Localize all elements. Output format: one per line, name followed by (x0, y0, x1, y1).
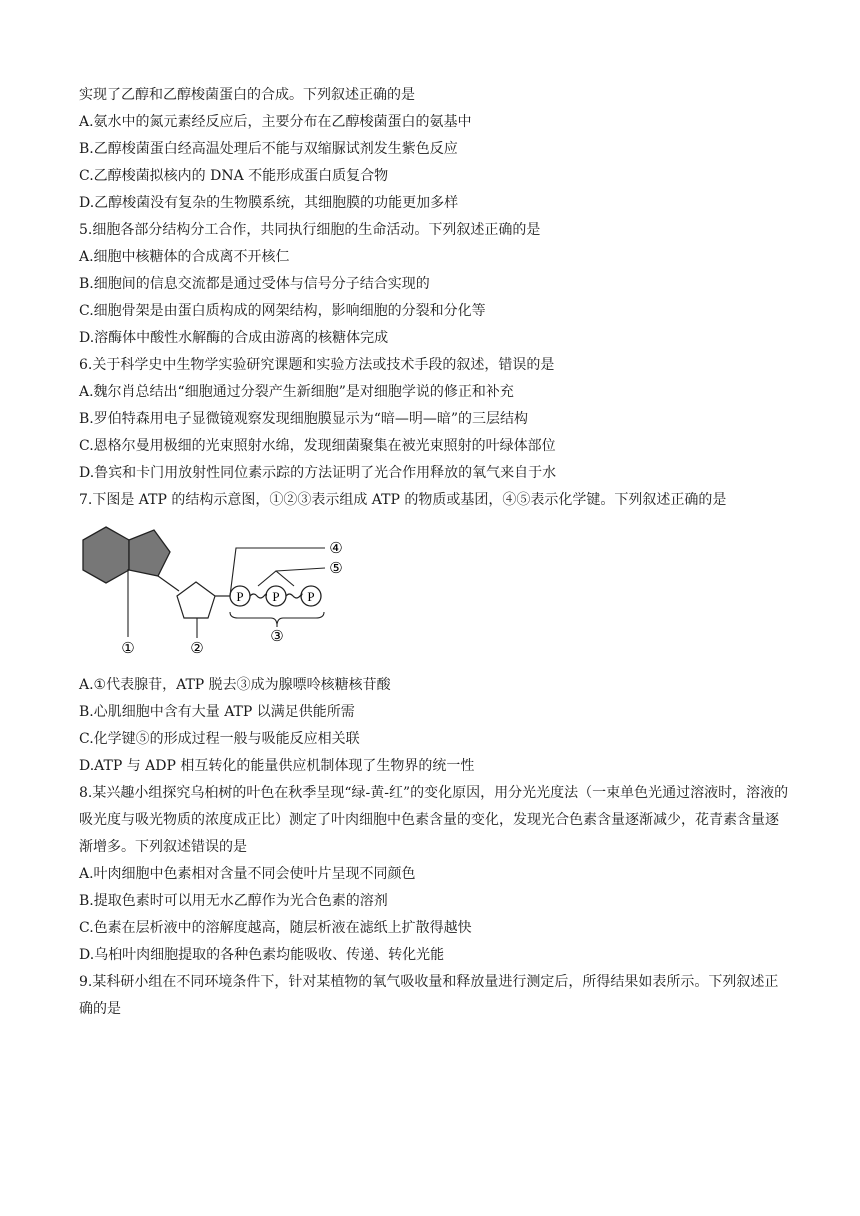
ribose-ring (177, 582, 215, 618)
phosphate-2-label: P (272, 589, 280, 604)
marker-3: ③ (270, 627, 284, 645)
label-5-leader (258, 571, 294, 586)
q6-option-b: B.罗伯特森用电子显微镜观察发现细胞膜显示为“暗—明—暗”的三层结构 (79, 411, 529, 427)
q5-option-c: C.细胞骨架是由蛋白质构成的网架结构，影响细胞的分裂和分化等 (79, 303, 486, 319)
q7-option-a: A.①代表腺苷，ATP 脱去③成为腺嘌呤核糖核苷酸 (79, 677, 391, 693)
adenine-five-ring (129, 530, 170, 576)
q4-option-b: B.乙醇梭菌蛋白经高温处理后不能与双缩脲试剂发生紫色反应 (79, 141, 458, 157)
bond-p2-p3 (286, 594, 302, 598)
atp-structure-diagram (78, 524, 368, 660)
q5-option-d: D.溶酶体中酸性水解酶的合成由游离的核糖体完成 (79, 330, 389, 346)
bond-p1-p2 (250, 594, 266, 598)
adenine-six-ring (83, 527, 129, 583)
q8-stem: 8.某兴趣小组探究乌桕树的叶色在秋季呈现“绿-黄-红”的变化原因，用分光光度法（一束单色光通过溶液时，溶液的吸光度与吸光物质的浓度成正比）测定了叶肉细胞中色素含量的变化，发现光合色素含量逐渐减少，花青素含量逐渐增多。下列叙述错误的是 (79, 785, 789, 855)
q7-option-b: B.心肌细胞中含有大量 ATP 以满足供能所需 (79, 704, 355, 720)
q8-option-b: B.提取色素时可以用无水乙醇作为光合色素的溶剂 (79, 893, 388, 909)
marker-4: ④ (329, 539, 343, 557)
phosphate-1-label: P (236, 589, 244, 604)
q8-option-a: A.叶肉细胞中色素相对含量不同会使叶片呈现不同颜色 (79, 866, 416, 882)
q5-option-a: A.细胞中核糖体的合成离不开核仁 (79, 249, 290, 265)
phosphate-3-label: P (307, 589, 315, 604)
q4-stem-tail: 实现了乙醇和乙醇梭菌蛋白的合成。下列叙述正确的是 (79, 87, 415, 103)
q4-option-c: C.乙醇梭菌拟核内的 DNA 不能形成蛋白质复合物 (79, 168, 389, 184)
q7-stem: 7.下图是 ATP 的结构示意图，①②③表示组成 ATP 的物质或基团，④⑤表示化学键。下列叙述正确的是 (79, 492, 727, 508)
q4-option-d: D.乙醇梭菌没有复杂的生物膜系统，其细胞膜的功能更加多样 (79, 195, 459, 211)
q8-option-d: D.乌桕叶肉细胞提取的各种色素均能吸收、传递、转化光能 (79, 947, 445, 963)
q7-option-c: C.化学键⑤的形成过程一般与吸能反应相关联 (79, 731, 360, 747)
q6-option-d: D.鲁宾和卡门用放射性同位素示踪的方法证明了光合作用释放的氧气来自于水 (79, 465, 557, 481)
marker-1: ① (121, 639, 135, 657)
q9-stem: 9.某科研小组在不同环境条件下，针对某植物的氧气吸收量和释放量进行测定后，所得结果如表所示。下列叙述正确的是 (79, 974, 779, 1017)
brace-3 (230, 612, 324, 624)
q7-option-d: D.ATP 与 ADP 相互转化的能量供应机制体现了生物界的统一性 (79, 758, 475, 774)
q6-stem: 6.关于科学史中生物学实验研究课题和实验方法或技术手段的叙述，错误的是 (79, 357, 555, 373)
q8-option-c: C.色素在层析液中的溶解度越高，随层析液在滤纸上扩散得越快 (79, 920, 472, 936)
q6-option-c: C.恩格尔曼用极细的光束照射水绵，发现细菌聚集在被光束照射的叶绿体部位 (79, 438, 556, 454)
q5-stem: 5.细胞各部分结构分工合作，共同执行细胞的生命活动。下列叙述正确的是 (79, 222, 541, 238)
q6-option-a: A.魏尔肖总结出“细胞通过分裂产生新细胞”是对细胞学说的修正和补充 (79, 384, 514, 400)
q5-option-b: B.细胞间的信息交流都是通过受体与信号分子结合实现的 (79, 276, 430, 292)
marker-2: ② (190, 639, 204, 657)
q4-option-a: A.氨水中的氮元素经反应后，主要分布在乙醇梭菌蛋白的氨基中 (79, 114, 472, 130)
marker-5: ⑤ (329, 559, 343, 577)
